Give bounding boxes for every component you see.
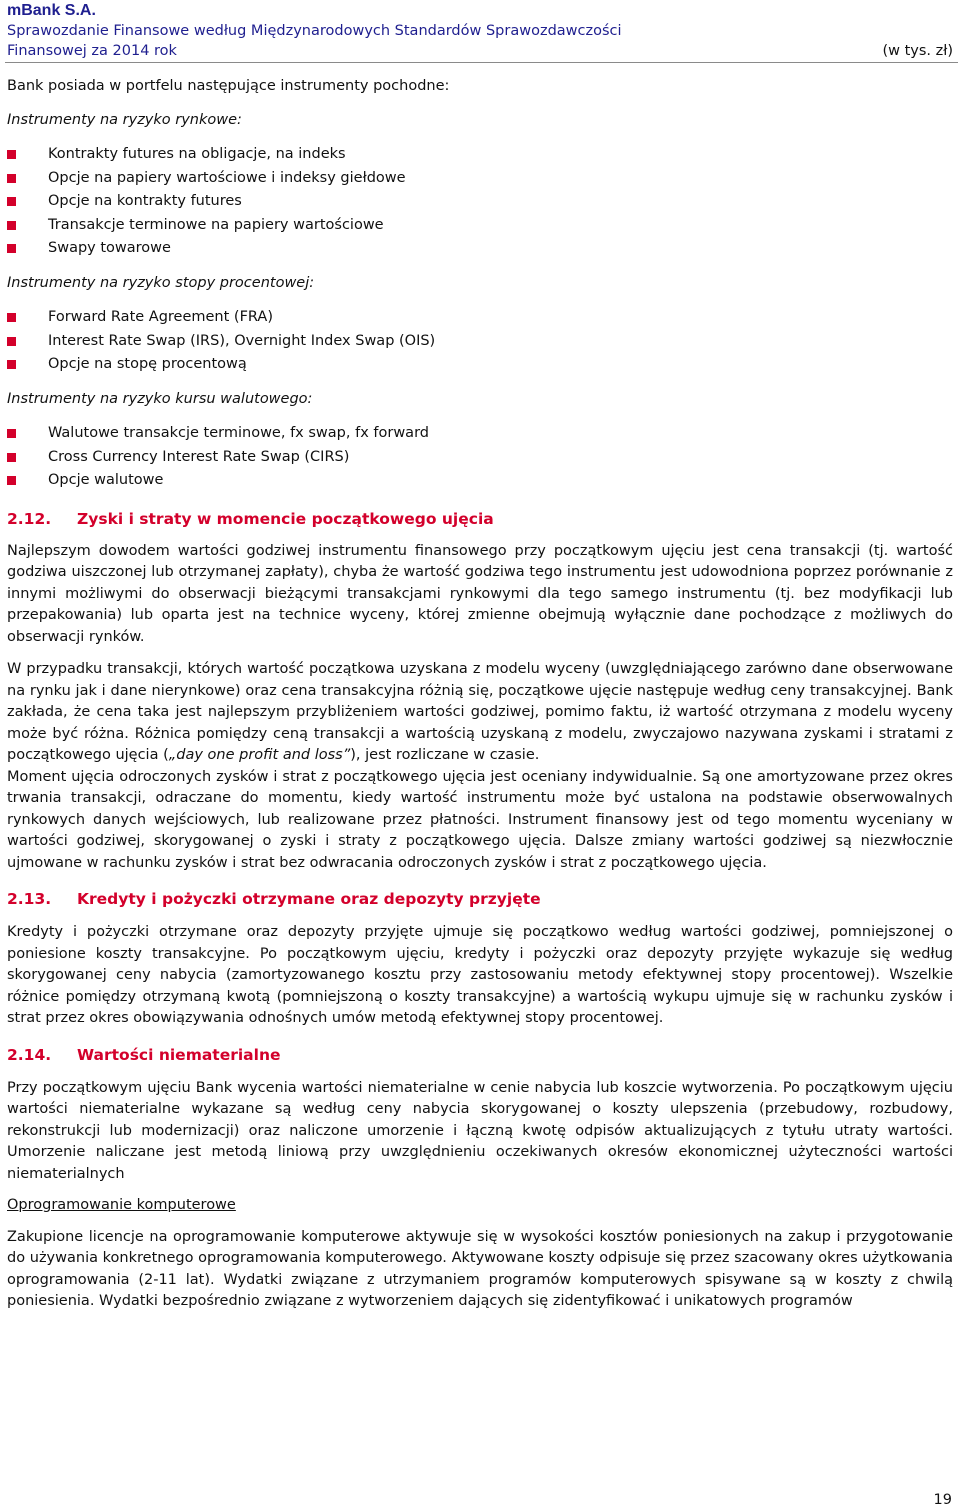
list-item: Transakcje terminowe na papiery wartościowe	[7, 214, 953, 238]
group-title-fx-risk: Instrumenty na ryzyko kursu walutowego:	[7, 390, 313, 407]
section-number: 2.13.	[7, 890, 52, 908]
report-title-year: Finansowej za 2014 rok	[7, 43, 177, 59]
list-item: Kontrakty futures na obligacje, na indeks	[7, 143, 953, 167]
section-title: Kredyty i pożyczki otrzymane oraz depozyty przyjęte	[77, 890, 541, 908]
section-number: 2.14.	[7, 1045, 52, 1064]
list-item: Interest Rate Swap (IRS), Overnight Index Swap (OIS)	[7, 330, 953, 354]
paragraph: Najlepszym dowodem wartości godziwej instrumentu finansowego przy początkowym ujęciu jest cena transakcji (tj. wartość godziwa uiszczonej lub otrzymanej zapłaty), chyba że wartość godziwa tego instrumentu jest udowodniona poprzez porównanie z innymi możliwymi do obserwacji bieżącymi transakcjami rynkowymi dla tego samego instrumentu (tj. bez modyfikacji lub przepakowania) lub oparta jest na technice wyceny, której zmienne obejmują wyłącznie dane pochodzące z możliwych do obserwacji rynków.	[7, 542, 953, 645]
fx-risk-list	[7, 422, 953, 493]
page-number: 19	[933, 1492, 952, 1508]
list-item: Swapy towarowe	[7, 237, 953, 261]
square-bullet-icon	[7, 429, 16, 438]
derivatives-intro: Bank posiada w portfelu następujące instrumenty pochodne:	[7, 78, 450, 94]
square-bullet-icon	[7, 150, 16, 159]
italic-term: „day one profit and loss”	[168, 747, 351, 763]
document-body	[7, 72, 953, 1313]
list-item: Opcje walutowe	[7, 469, 953, 493]
group-title-interest-rate-risk: Instrumenty na ryzyko stopy procentowej:	[7, 274, 315, 291]
list-item: Opcje na stopę procentową	[7, 353, 953, 377]
report-title-line1: Sprawozdanie Finansowe według Międzynarodowych Standardów Sprawozdawczości	[7, 23, 622, 39]
square-bullet-icon	[7, 360, 16, 369]
section-heading-2-13	[7, 888, 953, 910]
company-name: mBank S.A.	[7, 2, 96, 19]
report-title-line2	[7, 41, 953, 61]
paragraph: Przy początkowym ujęciu Bank wycenia wartości niematerialne w cenie nabycia lub koszcie wytworzenia. Po początkowym ujęciu wartości niematerialne wykazane są według ceny nabycia skorygowanej o koszty ulepszenia (przebudowy, rozbudowy, rekonstrukcji lub modernizacji) oraz naliczone umorzenie i łączną kwotę odpisów aktualizujących z tytułu utraty wartości. Umorzenie naliczane jest metodą liniową przy uwzględnieniu oczekiwanych okresów ekonomicznej użyteczności wartości niematerialnych	[7, 1079, 953, 1182]
subsection-title: Oprogramowanie komputerowe	[7, 1197, 236, 1213]
list-item: Opcje na kontrakty futures	[7, 190, 953, 214]
page-header	[7, 0, 953, 61]
market-risk-list	[7, 143, 953, 261]
square-bullet-icon	[7, 244, 16, 253]
section-number: 2.12.	[7, 509, 52, 528]
section-heading-2-12	[7, 508, 953, 530]
section-heading-2-14	[7, 1044, 953, 1066]
paragraph: Kredyty i pożyczki otrzymane oraz depozyty przyjęte ujmuje się początkowo według wartości godziwej, pomniejszonej o poniesione koszty transakcyjne. Po początkowym ujęciu, kredyty i pożyczki oraz depozyty przyjęte wykazuje się według skorygowanej ceny nabycia (zamortyzowanego kosztu przy zastosowaniu metody efektywnej stopy procentowej). Wszelkie różnice pomiędzy otrzymaną kwotą (pomniejszoną o koszty transakcyjne) a wartością wykupu ujmuje się w rachunku zysków i strat przez okres obowiązywania odnośnych umów metodą efektywnej stopy procentowej.	[7, 924, 953, 1026]
square-bullet-icon	[7, 453, 16, 462]
square-bullet-icon	[7, 174, 16, 183]
header-divider	[5, 62, 958, 63]
paragraph: Zakupione licencje na oprogramowanie komputerowe aktywuje się w wysokości kosztów poniesionych na zakup i przygotowanie do używania konkretnego oprogramowania komputerowego. Aktywowane koszty odpisuje się przez szacowany okres użytkowania oprogramowania (2-11 lat). Wydatki związane z utrzymaniem programów komputerowych spisywane są w koszty z chwilą poniesienia. Wydatki bezpośrednio związane z wytworzeniem dających się zidentyfikować i unikatowych programów	[7, 1228, 953, 1309]
paragraph: W przypadku transakcji, których wartość początkowa uzyskana z modelu wyceny (uwzględniającego zarówno dane obserwowane na rynku jak i dane nierynkowe) oraz cena transakcyjna różnią się, początkowe ujęcie następuje według ceny transakcyjnej. Bank zakłada, że cena taka jest najlepszym przybliżeniem wartości godziwej, pomimo faktu, iż wartość otrzymana z modelu wyceny może być różna. Różnica pomiędzy ceną transakcji a wartością uzyskaną z modelu, zwyczajowo nazywana zyskami i stratami z początkowego ujęcia („day one profit and loss”), jest rozliczane w czasie.	[7, 661, 953, 763]
paragraph: Moment ujęcia odroczonych zysków i strat z początkowego ujęcia jest oceniany indywidualnie. Są one amortyzowane przez okres trwania transakcji, odraczane do momentu, kiedy wartość instrumentu może być ustalona na podstawie obserwowalnych rynkowych danych wejściowych, lub realizowane przez płatności. Instrument finansowy jest od tego momentu wyceniany w wartości godziwej, skorygowanej o zyski i straty z początkowego ujęcia. Dalsze zmiany wartości godziwej są niezwłocznie ujmowane w rachunku zysków i strat bez odwracania odroczonych zysków i strat z początkowego ujęcia.	[7, 768, 953, 871]
square-bullet-icon	[7, 197, 16, 206]
list-item: Walutowe transakcje terminowe, fx swap, fx forward	[7, 422, 953, 446]
square-bullet-icon	[7, 337, 16, 346]
square-bullet-icon	[7, 476, 16, 485]
square-bullet-icon	[7, 313, 16, 322]
list-item: Opcje na papiery wartościowe i indeksy giełdowe	[7, 167, 953, 191]
interest-rate-risk-list	[7, 306, 953, 377]
section-title: Wartości niematerialne	[77, 1045, 281, 1064]
square-bullet-icon	[7, 221, 16, 230]
group-title-market-risk: Instrumenty na ryzyko rynkowe:	[7, 111, 242, 128]
currency-unit: (w tys. zł)	[882, 43, 953, 59]
list-item: Forward Rate Agreement (FRA)	[7, 306, 953, 330]
list-item: Cross Currency Interest Rate Swap (CIRS)	[7, 446, 953, 470]
section-title: Zyski i straty w momencie początkowego ujęcia	[77, 509, 494, 528]
